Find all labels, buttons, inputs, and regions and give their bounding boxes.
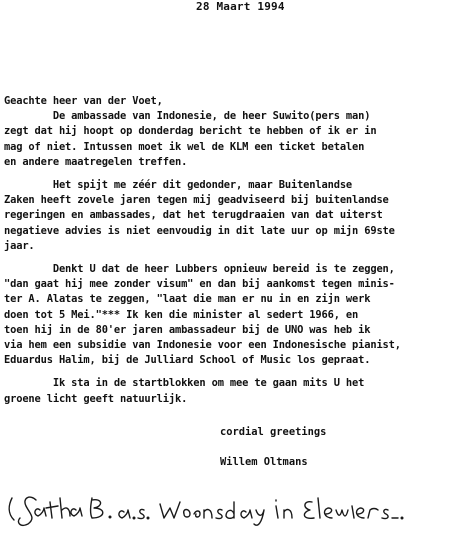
body-line: Denkt U dat de heer Lubbers opnieuw bereid is te zeggen, [4,263,395,276]
closing-greeting: cordial greetings [220,426,327,438]
body-line: via hem een subsidie van Indonesie voor een Indonesische pianist, [4,339,401,352]
signature-name: Willem Oltmans [220,456,308,468]
body-line: Het spijt me zéér dit gedonder, maar Buitenlandse [4,179,353,192]
handwritten-note-drawing [6,488,406,528]
body-line: "dan gaat hij mee zonder visum" en dan bij aankomst tegen minis- [4,278,395,291]
handwritten-note [6,488,406,528]
body-line: De ambassade van Indonesie, de heer Suwito(pers man) [4,110,371,123]
body-line: Ik sta in de startblokken om mee te gaan mits U het [4,377,365,390]
letter-body [4,94,444,407]
body-line: jaar. [4,239,35,252]
body-line: en andere maatregelen treffen. [4,155,188,168]
body-line: negatieve advies is niet eenvoudig in dit late uur op mijn 69ste [4,224,395,237]
body-line: toen hij in de 80'er jaren ambassadeur bij de UNO was heb ik [4,323,371,336]
body-line: Zaken heeft zovele jaren tegen mij geadviseerd bij buitenlandse [4,194,389,207]
letter-date: 28 Maart 1994 [196,0,285,13]
body-line: ter A. Alatas te zeggen, "laat die man er nu in en zijn werk [4,293,371,306]
body-line: zegt dat hij hoopt op donderdag bericht te hebben of ik er in [4,125,377,138]
salutation: Geachte heer van der Voet, [4,95,163,107]
body-line: mag of niet. Intussen moet ik wel de KLM een ticket betalen [4,140,365,153]
body-line: regeringen en ambassades, dat het terugdraaien van dat uiterst [4,209,383,222]
body-line: Eduardus Halim, bij de Julliard School of Music los gepraat. [4,354,371,367]
body-line: groene licht geeft natuurlijk. [4,392,188,405]
body-line: doen tot 5 Mei."*** Ik ken die minister al sedert 1966, en [4,308,359,321]
